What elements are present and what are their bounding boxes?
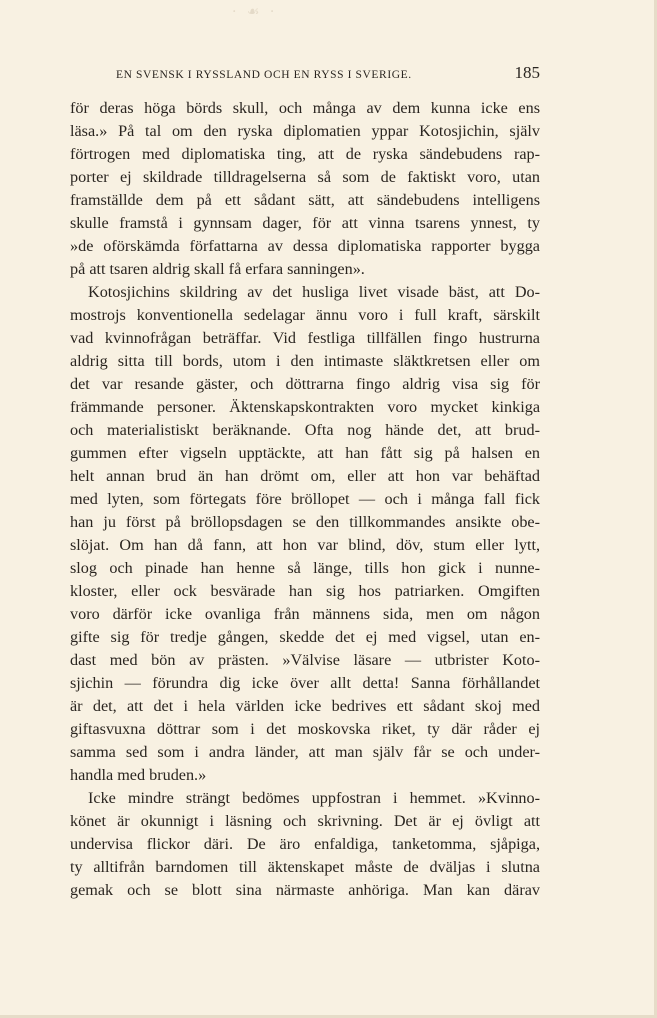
text-line: voro därför icke ovanliga från männens sida, men om någon: [70, 605, 540, 623]
running-head: EN SVENSK I RYSSLAND OCH EN RYSS I SVERIGE.: [116, 69, 412, 81]
text-line: könet är okunnigt i läsning och skrivning. Det är ej övligt att: [70, 812, 540, 830]
page-number: 185: [514, 63, 540, 82]
text-line: slog och pinade han henne så länge, tills hon gick i nunne-: [70, 559, 540, 577]
text-line: dast med bön av prästen. »Välvise läsare — utbrister Koto-: [70, 651, 540, 669]
text-line: på att tsaren aldrig skall få erfara sanningen».: [70, 260, 365, 278]
text-line: vad kvinnofrågan beträffar. Vid festliga tillfällen fingo hustrurna: [70, 329, 540, 347]
text-line: framställde dem på ett sådant sätt, att sändebudens intelligens: [70, 191, 540, 209]
text-line: »de oförskämda författarna av dessa diplomatiska rapporter bygga: [70, 237, 540, 255]
text-line: gifte sig för tredje gången, skedde det ej med vigsel, utan en-: [70, 628, 540, 646]
text-line: slöjat. Om han då fann, att hon var blind, döv, stum eller lytt,: [70, 536, 540, 554]
text-line: handla med bruden.»: [70, 766, 207, 784]
text-line: Kotosjichins skildring av det husliga livet visade bäst, att Do-: [88, 283, 540, 301]
text-line: främmande personer. Äktenskapskontrakten voro mycket kinkiga: [70, 398, 540, 416]
paper-smudge: · ☙ ·: [232, 4, 278, 20]
text-line: han ju först på bröllopsdagen se den tillkommandes ansikte obe-: [70, 513, 540, 531]
text-line: är det, att det i hela världen icke bedrives ett sådant skoj med: [70, 697, 540, 715]
text-line: gummen efter vigseln upptäckte, att han fått sig på halsen en: [70, 444, 540, 462]
text-line: porter ej skildrade tilldragelserna så som de faktiskt voro, utan: [70, 168, 540, 186]
text-line: giftasvuxna döttrar som i det moskovska riket, ty där råder ej: [70, 720, 540, 738]
text-line: förtrogen med diplomatiska ting, att de ryska sändebudens rap-: [70, 145, 540, 163]
text-line: ty alltifrån barndomen till äktenskapet måste de dväljas i slutna: [70, 858, 540, 876]
text-line: samma sed som i andra länder, att man själv får se och under-: [70, 743, 540, 761]
text-line: och materialistiskt beräknande. Ofta nog hände det, att brud-: [70, 421, 540, 439]
text-line: skulle framstå i gynnsam dager, för att vinna tsarens ynnest, ty: [70, 214, 540, 232]
text-line: helt annan brud än han drömt om, eller att hon var behäftad: [70, 467, 540, 485]
text-line: för deras höga börds skull, och många av dem kunna icke ens: [70, 99, 540, 117]
text-line: kloster, eller ock besvärade han sig hos patriarken. Omgiften: [70, 582, 540, 600]
body-text: [70, 97, 540, 902]
text-line: mostrojs konventionella sedelagar ännu voro i full kraft, särskilt: [70, 306, 540, 324]
text-line: gemak och se blott sina närmaste anhöriga. Man kan därav: [70, 881, 540, 899]
text-line: läsa.» På tal om den ryska diplomatien yppar Kotosjichin, själv: [70, 122, 540, 140]
text-line: Icke mindre strängt bedömes uppfostran i hemmet. »Kvinno-: [88, 789, 540, 807]
text-line: det var resande gäster, och döttrarna fingo aldrig visa sig för: [70, 375, 540, 393]
page-header: [70, 62, 540, 86]
text-line: undervisa flickor däri. De äro enfaldiga, tanketomma, sjåpiga,: [70, 835, 540, 853]
text-line: sjichin — förundra dig icke över allt detta! Sanna förhållandet: [70, 674, 540, 692]
text-line: med lyten, som förtegats före bröllopet — och i många fall fick: [70, 490, 540, 508]
text-line: aldrig sitta till bords, utom i den intimaste släktkretsen eller om: [70, 352, 540, 370]
